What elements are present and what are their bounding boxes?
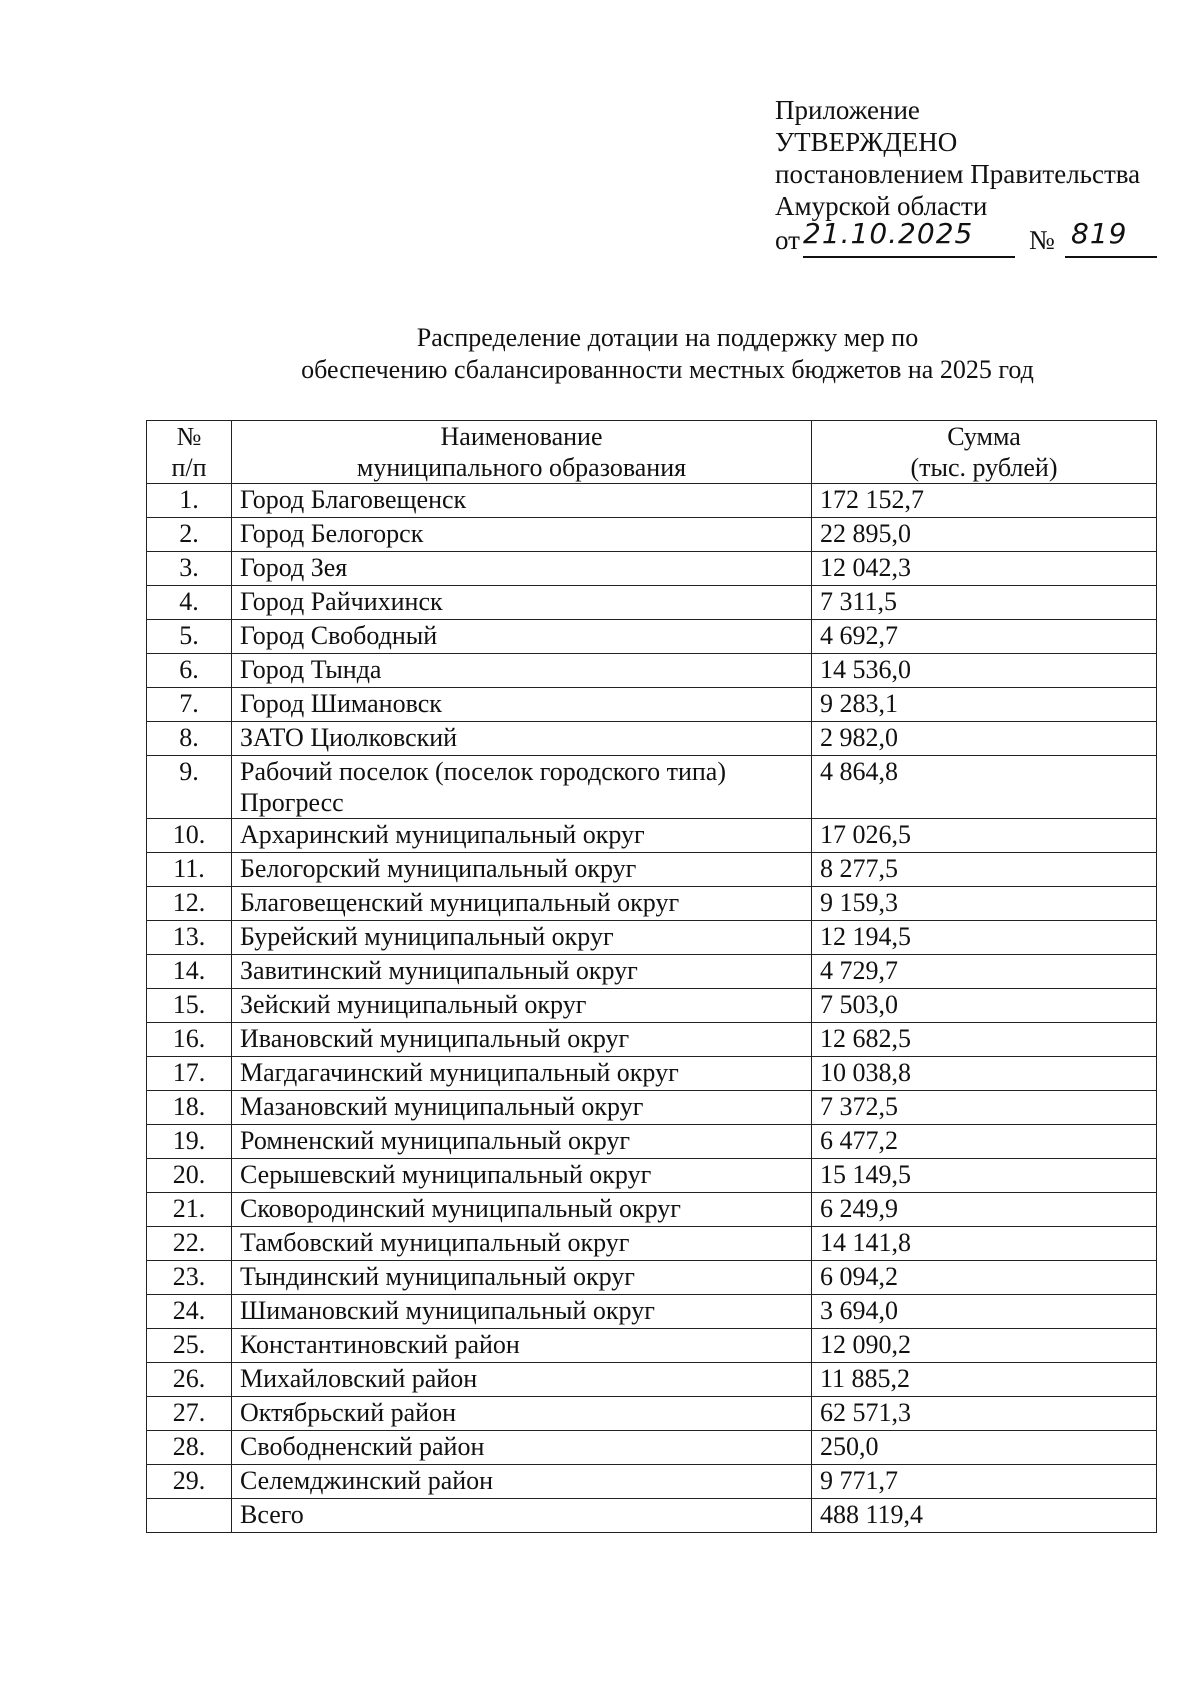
total-label: Всего	[232, 1499, 812, 1533]
row-sum: 10 038,8	[812, 1057, 1157, 1091]
row-municipality-name	[232, 756, 812, 819]
row-sum: 4 729,7	[812, 955, 1157, 989]
row-sum: 250,0	[812, 1431, 1157, 1465]
header-name-line1: Наименование	[440, 422, 603, 451]
table-row	[147, 1159, 1157, 1193]
header-name-line2: муниципального образования	[356, 453, 687, 482]
row-number: 1.	[147, 484, 232, 518]
table-row	[147, 1091, 1157, 1125]
row-sum: 7 311,5	[812, 586, 1157, 620]
row-municipality-name-line1: Город Свободный	[240, 621, 438, 650]
table-row	[147, 756, 1157, 819]
row-municipality-name	[232, 1261, 812, 1295]
header-sum-line2: (тыс. рублей)	[910, 453, 1058, 482]
row-municipality-name-line1: Константиновский район	[240, 1330, 520, 1359]
row-municipality-name	[232, 1159, 812, 1193]
table-row	[147, 1227, 1157, 1261]
header-sum	[812, 421, 1157, 484]
row-municipality-name	[232, 1125, 812, 1159]
row-municipality-name	[232, 1295, 812, 1329]
row-number: 22.	[147, 1227, 232, 1261]
row-sum: 3 694,0	[812, 1295, 1157, 1329]
row-municipality-name-line1: Зейский муниципальный округ	[240, 990, 587, 1019]
row-sum: 62 571,3	[812, 1397, 1157, 1431]
header-number	[147, 421, 232, 484]
row-municipality-name-line1: Белогорский муниципальный округ	[240, 854, 637, 883]
table-row	[147, 1465, 1157, 1499]
number-prefix: №	[1029, 225, 1055, 255]
handwritten-date: 21.10.2025	[803, 217, 974, 250]
row-number: 11.	[147, 853, 232, 887]
table-row	[147, 955, 1157, 989]
row-municipality-name	[232, 921, 812, 955]
row-municipality-name-line1: Архаринский муниципальный округ	[240, 820, 645, 849]
row-number: 8.	[147, 722, 232, 756]
row-municipality-name	[232, 1465, 812, 1499]
table-row	[147, 1125, 1157, 1159]
row-number: 3.	[147, 552, 232, 586]
row-municipality-name-line1: Бурейский муниципальный округ	[240, 922, 614, 951]
row-municipality-name-line1: Город Зея	[240, 553, 348, 582]
row-municipality-name-line1: Рабочий поселок (поселок городского типа)	[240, 757, 727, 786]
row-number: 21.	[147, 1193, 232, 1227]
row-municipality-name	[232, 955, 812, 989]
row-municipality-name	[232, 1431, 812, 1465]
row-number: 2.	[147, 518, 232, 552]
row-municipality-name	[232, 1363, 812, 1397]
number-underline	[1065, 256, 1157, 258]
approval-approved-label: УТВЕРЖДЕНО	[775, 127, 958, 157]
row-number: 7.	[147, 688, 232, 722]
row-sum: 12 682,5	[812, 1023, 1157, 1057]
table-row	[147, 722, 1157, 756]
row-number: 16.	[147, 1023, 232, 1057]
row-number: 10.	[147, 819, 232, 853]
table-row	[147, 620, 1157, 654]
row-sum: 17 026,5	[812, 819, 1157, 853]
document-title	[0, 322, 1200, 386]
approval-region-label: Амурской области	[775, 191, 988, 221]
row-sum: 6 477,2	[812, 1125, 1157, 1159]
row-municipality-name-line1: Город Шимановск	[240, 689, 442, 718]
row-municipality-name-line1: Город Райчихинск	[240, 587, 443, 616]
row-municipality-name	[232, 688, 812, 722]
row-sum: 4 692,7	[812, 620, 1157, 654]
row-sum: 12 042,3	[812, 552, 1157, 586]
row-municipality-name-line2: Прогресс	[240, 788, 344, 817]
table-row	[147, 1057, 1157, 1091]
row-sum: 9 283,1	[812, 688, 1157, 722]
table-header-row	[147, 421, 1157, 484]
table-row	[147, 1023, 1157, 1057]
row-municipality-name-line1: Город Белогорск	[240, 519, 424, 548]
row-municipality-name	[232, 819, 812, 853]
row-municipality-name	[232, 1397, 812, 1431]
row-number: 28.	[147, 1431, 232, 1465]
table-row	[147, 518, 1157, 552]
document-title-line1: Распределение дотации на поддержку мер по	[416, 323, 919, 352]
row-sum: 9 159,3	[812, 887, 1157, 921]
row-sum: 12 090,2	[812, 1329, 1157, 1363]
table-row	[147, 688, 1157, 722]
table-row	[147, 819, 1157, 853]
row-number: 23.	[147, 1261, 232, 1295]
row-municipality-name-line1: Мазановский муниципальный округ	[240, 1092, 644, 1121]
row-sum: 7 372,5	[812, 1091, 1157, 1125]
table-row	[147, 1329, 1157, 1363]
row-municipality-name-line1: Свободненский район	[240, 1432, 485, 1461]
row-municipality-name-line1: Ивановский муниципальный округ	[240, 1024, 630, 1053]
row-number: 6.	[147, 654, 232, 688]
row-number: 25.	[147, 1329, 232, 1363]
header-name	[232, 421, 812, 484]
row-municipality-name-line1: Благовещенский муниципальный округ	[240, 888, 680, 917]
row-sum: 22 895,0	[812, 518, 1157, 552]
subsidy-distribution-table	[146, 420, 1157, 1533]
row-municipality-name	[232, 722, 812, 756]
date-underline	[803, 256, 1015, 258]
row-municipality-name-line1: Селемджинский район	[240, 1466, 494, 1495]
row-municipality-name-line1: ЗАТО Циолковский	[240, 723, 458, 752]
row-sum: 4 864,8	[812, 756, 1157, 819]
table-row	[147, 1363, 1157, 1397]
row-number: 27.	[147, 1397, 232, 1431]
row-number: 26.	[147, 1363, 232, 1397]
row-municipality-name	[232, 654, 812, 688]
row-number: 24.	[147, 1295, 232, 1329]
row-municipality-name	[232, 484, 812, 518]
row-municipality-name-line1: Октябрьский район	[240, 1398, 456, 1427]
row-number: 12.	[147, 887, 232, 921]
row-municipality-name-line1: Тындинский муниципальный округ	[240, 1262, 635, 1291]
table-row	[147, 887, 1157, 921]
row-municipality-name	[232, 1227, 812, 1261]
row-municipality-name	[232, 518, 812, 552]
document-title-line2: обеспечению сбалансированности местных бюджетов на 2025 год	[301, 355, 1034, 384]
approval-resolution-label: постановлением Правительства	[775, 159, 1141, 189]
row-municipality-name	[232, 1091, 812, 1125]
row-sum: 12 194,5	[812, 921, 1157, 955]
row-number: 5.	[147, 620, 232, 654]
header-number-line2: п/п	[171, 453, 207, 482]
row-municipality-name	[232, 1329, 812, 1363]
row-municipality-name-line1: Сковородинский муниципальный округ	[240, 1194, 681, 1223]
row-municipality-name	[232, 887, 812, 921]
row-sum: 14 536,0	[812, 654, 1157, 688]
table-row	[147, 1397, 1157, 1431]
row-number: 15.	[147, 989, 232, 1023]
table-row	[147, 1431, 1157, 1465]
row-number: 17.	[147, 1057, 232, 1091]
table-row	[147, 921, 1157, 955]
row-sum: 172 152,7	[812, 484, 1157, 518]
table-body	[147, 484, 1157, 1533]
row-municipality-name-line1: Михайловский район	[240, 1364, 478, 1393]
total-row	[147, 1499, 1157, 1533]
row-sum: 2 982,0	[812, 722, 1157, 756]
row-sum: 14 141,8	[812, 1227, 1157, 1261]
row-sum: 6 094,2	[812, 1261, 1157, 1295]
table-row	[147, 989, 1157, 1023]
row-municipality-name	[232, 1057, 812, 1091]
row-sum: 11 885,2	[812, 1363, 1157, 1397]
row-municipality-name	[232, 853, 812, 887]
row-number: 19.	[147, 1125, 232, 1159]
row-municipality-name	[232, 620, 812, 654]
row-municipality-name	[232, 1193, 812, 1227]
row-municipality-name-line1: Серышевский муниципальный округ	[240, 1160, 652, 1189]
row-municipality-name-line1: Магдагачинский муниципальный округ	[240, 1058, 679, 1087]
row-municipality-name-line1: Город Благовещенск	[240, 485, 467, 514]
approval-date-number-line	[775, 217, 1185, 260]
table-row	[147, 654, 1157, 688]
table-row	[147, 586, 1157, 620]
row-municipality-name-line1: Ромненский муниципальный округ	[240, 1126, 631, 1155]
table-row	[147, 552, 1157, 586]
row-municipality-name	[232, 586, 812, 620]
row-sum: 9 771,7	[812, 1465, 1157, 1499]
table-row	[147, 1261, 1157, 1295]
row-number: 18.	[147, 1091, 232, 1125]
approval-block	[775, 94, 1185, 260]
row-sum: 7 503,0	[812, 989, 1157, 1023]
row-sum: 15 149,5	[812, 1159, 1157, 1193]
row-number: 20.	[147, 1159, 232, 1193]
row-sum: 6 249,9	[812, 1193, 1157, 1227]
table-row	[147, 1193, 1157, 1227]
date-prefix: от	[775, 225, 800, 255]
row-municipality-name-line1: Шимановский муниципальный округ	[240, 1296, 655, 1325]
table-row	[147, 1295, 1157, 1329]
row-number: 9.	[147, 756, 232, 819]
row-number: 14.	[147, 955, 232, 989]
row-sum: 8 277,5	[812, 853, 1157, 887]
row-municipality-name	[232, 989, 812, 1023]
row-number: 29.	[147, 1465, 232, 1499]
header-number-line1: №	[176, 422, 202, 451]
total-sum: 488 119,4	[812, 1499, 1157, 1533]
row-municipality-name-line1: Завитинский муниципальный округ	[240, 956, 638, 985]
row-municipality-name-line1: Город Тында	[240, 655, 382, 684]
handwritten-number: 819	[1071, 217, 1128, 250]
row-municipality-name-line1: Тамбовский муниципальный округ	[240, 1228, 630, 1257]
header-sum-line1: Сумма	[947, 422, 1021, 451]
approval-appendix-label: Приложение	[775, 95, 920, 125]
row-number: 4.	[147, 586, 232, 620]
row-number: 13.	[147, 921, 232, 955]
row-municipality-name	[232, 552, 812, 586]
table-row	[147, 484, 1157, 518]
row-municipality-name	[232, 1023, 812, 1057]
total-number	[147, 1499, 232, 1533]
table-row	[147, 853, 1157, 887]
